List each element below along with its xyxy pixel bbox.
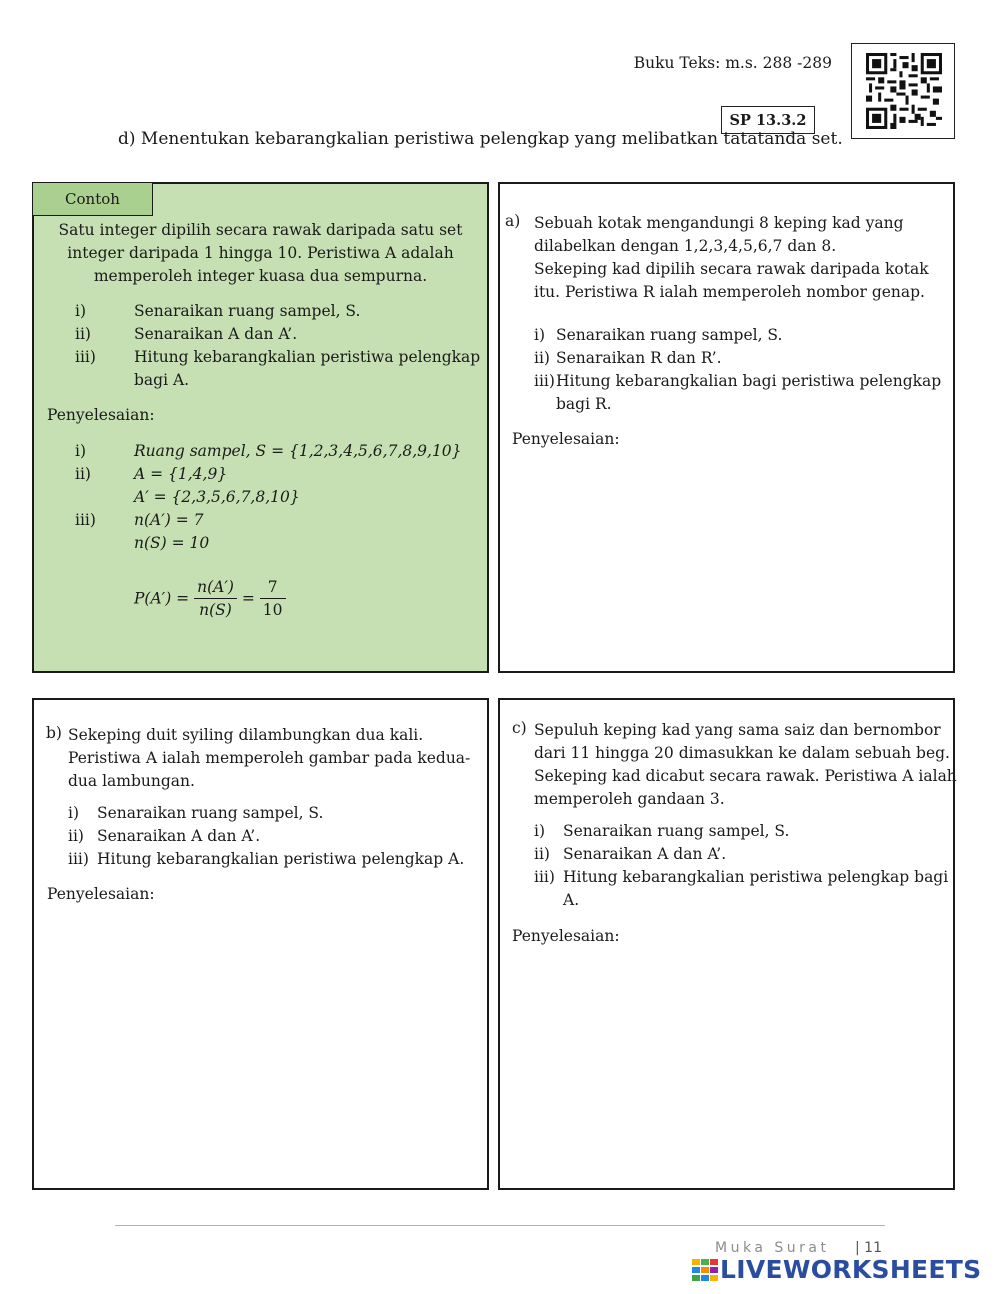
question-a-label: a)	[505, 212, 521, 230]
task-number: ii)	[68, 827, 84, 845]
task-text: bagi R.	[556, 395, 612, 413]
learning-objective: d) Menentukan kebarangkalian peristiwa pelengkap yang melibatkan tatatanda set.	[118, 129, 843, 149]
question-line: Peristiwa A ialah memperoleh gambar pada kedua-	[68, 749, 471, 767]
task-text: Hitung kebarangkalian peristiwa pelengkap A.	[97, 850, 465, 868]
example-intro-line: memperoleh integer kuasa dua sempurna.	[93, 267, 428, 285]
task-text: Senaraikan ruang sampel, S.	[556, 326, 783, 344]
task-text: Senaraikan ruang sampel, S.	[97, 804, 324, 822]
question-line: Sekeping kad dipilih secara rawak daripada kotak	[534, 260, 929, 278]
task-text: Senaraikan ruang sampel, S.	[563, 822, 790, 840]
task-number: iii)	[534, 372, 555, 390]
task-text: Senaraikan R dan R’.	[556, 349, 722, 367]
question-line: Sepuluh keping kad yang sama saiz dan bernombor	[534, 721, 941, 739]
task-number: iii)	[68, 850, 89, 868]
equals-sign: =	[241, 589, 255, 608]
question-c-text	[534, 719, 957, 811]
question-line: itu. Peristiwa R ialah memperoleh nombor genap.	[534, 283, 925, 301]
solution-number: i)	[75, 442, 87, 460]
question-a-text	[534, 212, 929, 304]
solution-set-a: A = {1,4,9}	[134, 465, 228, 483]
task-text: A.	[563, 891, 580, 909]
question-line: dua lambungan.	[68, 772, 195, 790]
task-number: i)	[75, 302, 87, 320]
fraction-numerator: n(A′)	[194, 576, 237, 599]
task-text: Hitung kebarangkalian peristiwa pelengkap bagi	[563, 868, 949, 886]
question-c-label: c)	[512, 719, 527, 737]
question-line: memperoleh gandaan 3.	[534, 790, 725, 808]
textbook-reference: Buku Teks: m.s. 288 -289	[633, 54, 832, 72]
probability-lhs: P(A′) =	[134, 589, 190, 608]
task-number: i)	[534, 326, 546, 344]
question-line: dilabelkan dengan 1,2,3,4,5,6,7 dan 8.	[534, 237, 837, 255]
page-label: Muka Surat	[715, 1240, 830, 1256]
example-tab-label: Contoh	[32, 182, 153, 216]
question-a-solution-label: Penyelesaian:	[512, 430, 620, 448]
task-text: Senaraikan A dan A’.	[563, 845, 727, 863]
task-text: Hitung kebarangkalian peristiwa pelengkap	[134, 348, 481, 366]
fraction-denominator: 10	[262, 601, 283, 619]
footer-divider	[115, 1225, 885, 1226]
task-number: i)	[534, 822, 546, 840]
example-intro-line: integer daripada 1 hingga 10. Peristiwa A adalah	[67, 244, 454, 262]
qr-code-icon	[866, 53, 942, 129]
task-number: i)	[68, 804, 80, 822]
task-text: Senaraikan ruang sampel, S.	[134, 302, 361, 320]
task-number: ii)	[534, 349, 550, 367]
brand-name: LIVEWORKSHEETS	[720, 1255, 982, 1284]
qr-code	[851, 43, 955, 139]
example-intro-line: Satu integer dipilih secara rawak daripada satu set	[58, 221, 463, 239]
sp-code-badge: SP 13.3.2	[721, 106, 815, 134]
solution-set-a-complement: A′ = {2,3,5,6,7,8,10}	[134, 488, 300, 506]
task-text: Senaraikan A dan A’.	[134, 325, 298, 343]
solution-number: ii)	[75, 465, 91, 483]
solution-n-a-complement: n(A′) = 7	[134, 511, 204, 529]
example-intro	[48, 219, 473, 288]
task-text: bagi A.	[134, 371, 190, 389]
solution-sample-space: Ruang sampel, S = {1,2,3,4,5,6,7,8,9,10}	[134, 442, 462, 460]
fraction-numerator: 7	[260, 576, 286, 599]
question-b-text	[68, 724, 470, 793]
solution-number: iii)	[75, 511, 96, 529]
fraction-formula	[194, 576, 237, 621]
example-solution-label: Penyelesaian:	[47, 406, 155, 424]
question-b-label: b)	[46, 724, 62, 742]
fraction-denominator: n(S)	[199, 601, 232, 619]
question-b-solution-label: Penyelesaian:	[47, 885, 155, 903]
task-number: iii)	[75, 348, 96, 366]
solution-n-s: n(S) = 10	[134, 534, 210, 552]
probability-formula	[134, 576, 286, 621]
task-number: iii)	[534, 868, 555, 886]
task-text: Senaraikan A dan A’.	[97, 827, 261, 845]
question-line: Sekeping kad dicabut secara rawak. Peristiwa A ialah	[534, 767, 957, 785]
task-number: ii)	[534, 845, 550, 863]
liveworksheets-blocks-icon	[692, 1259, 718, 1281]
page-number: | 11	[855, 1240, 882, 1256]
question-c-solution-label: Penyelesaian:	[512, 927, 620, 945]
task-text: Hitung kebarangkalian bagi peristiwa pelengkap	[556, 372, 942, 390]
fraction-value	[260, 576, 286, 621]
liveworksheets-logo[interactable]	[692, 1255, 981, 1284]
question-line: Sebuah kotak mengandungi 8 keping kad yang	[534, 214, 904, 232]
question-line: dari 11 hingga 20 dimasukkan ke dalam sebuah beg.	[534, 744, 950, 762]
task-number: ii)	[75, 325, 91, 343]
question-line: Sekeping duit syiling dilambungkan dua kali.	[68, 726, 424, 744]
